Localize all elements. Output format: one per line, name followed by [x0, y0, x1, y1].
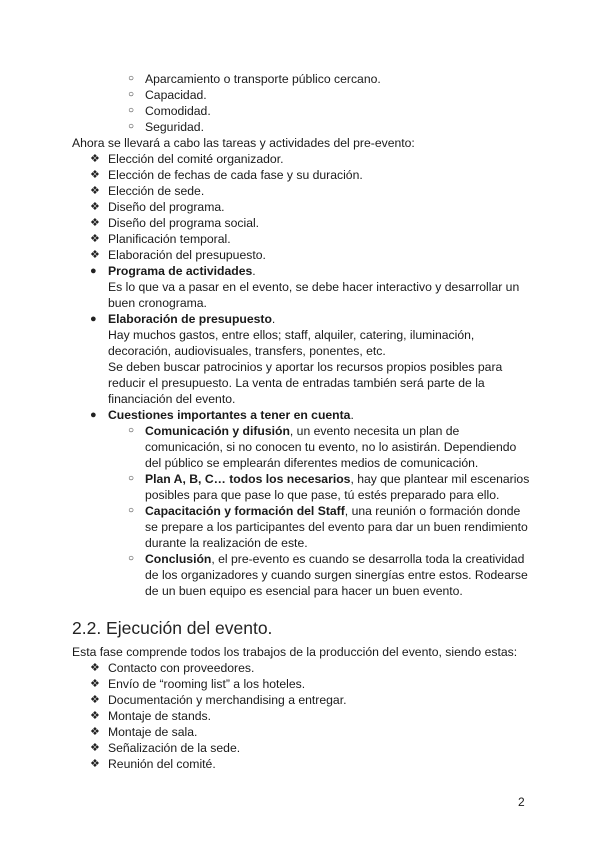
cuestion-text: de un buen equipo es esencial para hacer un buen evento. [145, 584, 463, 598]
circle-bullet-icon: ○ [128, 553, 135, 564]
diamond-bullet-icon: ❖ [90, 678, 100, 690]
programa-text: Es lo que va a pasar en el evento, se debe hacer interactivo y desarrollar un [108, 280, 520, 294]
task-item: Elaboración del presupuesto. [108, 248, 266, 262]
execution-intro: Esta fase comprende todos los trabajos de la producción del evento, siendo estas: [72, 645, 518, 659]
circle-bullet-icon: ○ [128, 105, 135, 116]
cuestion-text: comunicación, si no conocen tu evento, no lo asistirán. Dependiendo [145, 440, 517, 454]
disc-bullet-icon: ● [90, 313, 97, 325]
presupuesto-title: Elaboración de presupuesto [108, 312, 272, 326]
programa-title: Programa de actividades [108, 264, 253, 278]
diamond-bullet-icon: ❖ [90, 726, 100, 738]
page-number: 2 [518, 795, 525, 809]
circle-bullet-icon: ○ [128, 425, 135, 436]
task-item: Elección de sede. [108, 184, 205, 198]
cuestion-text: de los organizadores y cuando surgen sinergías entre estos. Rodearse [145, 568, 528, 582]
execution-item: Documentación y merchandising a entregar. [108, 693, 347, 707]
cuestion-item: Conclusión, el pre-evento es cuando se desarrolla toda la creatividad [145, 552, 525, 566]
diamond-bullet-icon: ❖ [90, 694, 100, 706]
diamond-bullet-icon: ❖ [90, 153, 100, 165]
sublist-item: Aparcamiento o transporte público cercano. [145, 72, 381, 86]
execution-item: Contacto con proveedores. [108, 661, 255, 675]
presupuesto-text: decoración, audiovisuales, transfers, ponentes, etc. [108, 344, 386, 358]
cuestion-text: se prepare a los participantes del evento para dar un buen rendimiento [145, 520, 528, 534]
circle-bullet-icon: ○ [128, 121, 135, 132]
presupuesto-text: reducir el presupuesto. La venta de entradas también será parte de la [108, 376, 485, 390]
execution-item: Señalización de la sede. [108, 741, 241, 755]
pre-event-intro: Ahora se llevará a cabo las tareas y actividades del pre-evento: [72, 136, 415, 150]
cuestion-text: posibles para que pase lo que pase, tú estés preparado para ello. [145, 488, 500, 502]
cuestion-text: durante la realización de este. [145, 536, 308, 550]
cuestion-item: Comunicación y difusión, un evento necesita un plan de [145, 424, 460, 438]
diamond-bullet-icon: ❖ [90, 742, 100, 754]
diamond-bullet-icon: ❖ [90, 233, 100, 245]
diamond-bullet-icon: ❖ [90, 710, 100, 722]
diamond-bullet-icon: ❖ [90, 169, 100, 181]
presupuesto-heading: Elaboración de presupuesto. [108, 312, 276, 326]
task-item: Diseño del programa social. [108, 216, 260, 230]
execution-item: Montaje de sala. [108, 725, 198, 739]
execution-item: Montaje de stands. [108, 709, 211, 723]
task-item: Planificación temporal. [108, 232, 231, 246]
diamond-bullet-icon: ❖ [90, 662, 100, 674]
cuestion-text: del público se emplearán diferentes medios de comunicación. [145, 456, 479, 470]
circle-bullet-icon: ○ [128, 89, 135, 100]
cuestion-item: Capacitación y formación del Staff, una reunión o formación donde [145, 504, 521, 518]
diamond-bullet-icon: ❖ [90, 758, 100, 770]
disc-bullet-icon: ● [90, 265, 97, 277]
presupuesto-text: Hay muchos gastos, entre ellos; staff, alquiler, catering, iluminación, [108, 328, 475, 342]
disc-bullet-icon: ● [90, 409, 97, 421]
sublist-item: Capacidad. [145, 88, 207, 102]
diamond-bullet-icon: ❖ [90, 217, 100, 229]
section-heading: 2.2. Ejecución del evento. [72, 618, 273, 638]
diamond-bullet-icon: ❖ [90, 201, 100, 213]
execution-item: Reunión del comité. [108, 757, 216, 771]
circle-bullet-icon: ○ [128, 505, 135, 516]
programa-text: buen cronograma. [108, 296, 207, 310]
cuestiones-title: Cuestiones importantes a tener en cuenta [108, 408, 351, 422]
presupuesto-text: financiación del evento. [108, 392, 236, 406]
sublist-item: Seguridad. [145, 120, 204, 134]
diamond-bullet-icon: ❖ [90, 185, 100, 197]
sublist-item: Comodidad. [145, 104, 211, 118]
cuestion-item: Plan A, B, C… todos los necesarios, hay que plantear mil escenarios [145, 472, 530, 486]
programa-heading: Programa de actividades. [108, 264, 256, 278]
diamond-bullet-icon: ❖ [90, 249, 100, 261]
circle-bullet-icon: ○ [128, 473, 135, 484]
task-item: Elección de fechas de cada fase y su duración. [108, 168, 363, 182]
task-item: Elección del comité organizador. [108, 152, 284, 166]
cuestiones-heading: Cuestiones importantes a tener en cuenta. [108, 408, 354, 422]
presupuesto-text: Se deben buscar patrocinios y aportar los recursos propios posibles para [108, 360, 503, 374]
circle-bullet-icon: ○ [128, 73, 135, 84]
task-item: Diseño del programa. [108, 200, 225, 214]
execution-item: Envío de “rooming list” a los hoteles. [108, 677, 306, 691]
